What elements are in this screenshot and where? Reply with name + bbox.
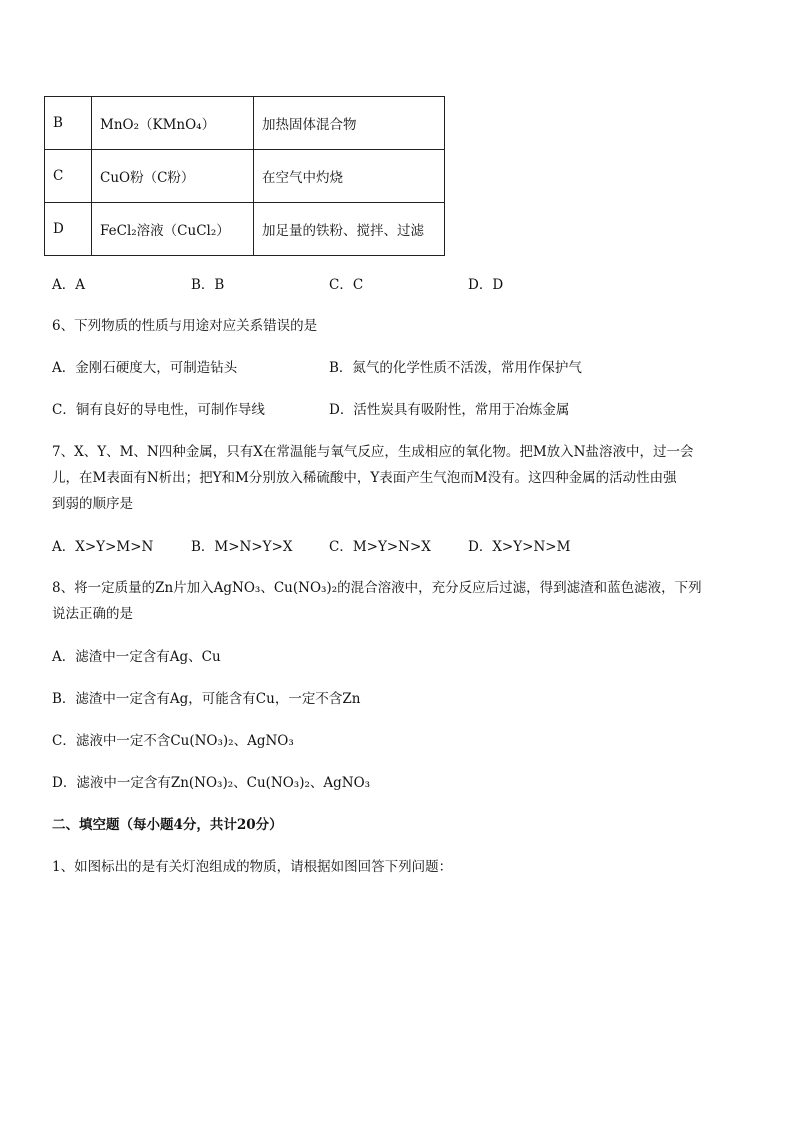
q5-options <box>52 275 752 295</box>
q6-option-b: B．氮气的化学性质不活泼，常用作保护气 <box>329 360 582 376</box>
q5-option-d: D．D <box>468 277 504 293</box>
table-cell-letter: B <box>45 97 92 150</box>
q6-stem: 6、下列物质的性质与用途对应关系错误的是 <box>52 318 318 334</box>
q7-stem-line: 儿，在M表面有N析出；把Y和M分别放入稀硫酸中，Y表面产生气泡而M没有。这四种金属的活动性由强 <box>52 470 677 486</box>
q6-option-c: C．铜有良好的导电性，可制作导线 <box>52 402 265 418</box>
q5-option-a: A．A <box>52 277 85 293</box>
q7-stem-line: 7、X、Y、M、N四种金属，只有X在常温能与氧气反应，生成相应的氧化物。把M放入N盐溶液中，过一会 <box>52 444 694 460</box>
q7-options <box>52 537 752 557</box>
q7-option-c: C．M>Y>N>X <box>329 539 431 555</box>
q6-options-row2 <box>52 400 752 420</box>
q5-option-b: B．B <box>191 277 225 293</box>
q7-option-a: A．X>Y>M>N <box>52 539 154 555</box>
q8-stem-line: 说法正确的是 <box>52 606 133 622</box>
section-heading: 二、填空题（每小题4分，共计20分） <box>52 817 283 833</box>
table-cell-method: 加足量的铁粉、搅拌、过滤 <box>254 203 445 256</box>
table-cell-substance: MnO₂（KMnO₄） <box>92 97 254 150</box>
q8-option-d: D．滤液中一定含有Zn(NO₃)₂、Cu(NO₃)₂、AgNO₃ <box>52 775 371 791</box>
q8-option-a: A．滤渣中一定含有Ag、Cu <box>52 649 221 665</box>
q6-option-d: D．活性炭具有吸附性，常用于冶炼金属 <box>329 402 570 418</box>
q5-option-c: C．C <box>329 277 364 293</box>
q8-option-c: C．滤液中一定不含Cu(NO₃)₂、AgNO₃ <box>52 733 294 749</box>
q6-options-row1 <box>52 358 752 378</box>
table-cell-method: 在空气中灼烧 <box>254 150 445 203</box>
table-cell-letter: C <box>45 150 92 203</box>
options-table <box>44 96 445 256</box>
table-row <box>45 150 445 203</box>
table-cell-substance: CuO粉（C粉） <box>92 150 254 203</box>
table-row <box>45 203 445 256</box>
table-cell-letter: D <box>45 203 92 256</box>
q7-stem-line: 到弱的顺序是 <box>52 496 133 512</box>
table-cell-method: 加热固体混合物 <box>254 97 445 150</box>
q7-option-b: B．M>N>Y>X <box>191 539 293 555</box>
q8-option-b: B．滤渣中一定含有Ag，可能含有Cu，一定不含Zn <box>52 691 361 707</box>
table-cell-substance: FeCl₂溶液（CuCl₂） <box>92 203 254 256</box>
q7-option-d: D．X>Y>N>M <box>468 539 571 555</box>
q6-option-a: A．金刚石硬度大，可制造钻头 <box>52 360 238 376</box>
table-row <box>45 97 445 150</box>
q8-stem-line: 8、将一定质量的Zn片加入AgNO₃、Cu(NO₃)₂的混合溶液中，充分反应后过滤，得到滤渣和蓝色滤液，下列 <box>52 580 702 596</box>
fill-question-1-stem: 1、如图标出的是有关灯泡组成的物质，请根据如图回答下列问题： <box>52 859 453 875</box>
